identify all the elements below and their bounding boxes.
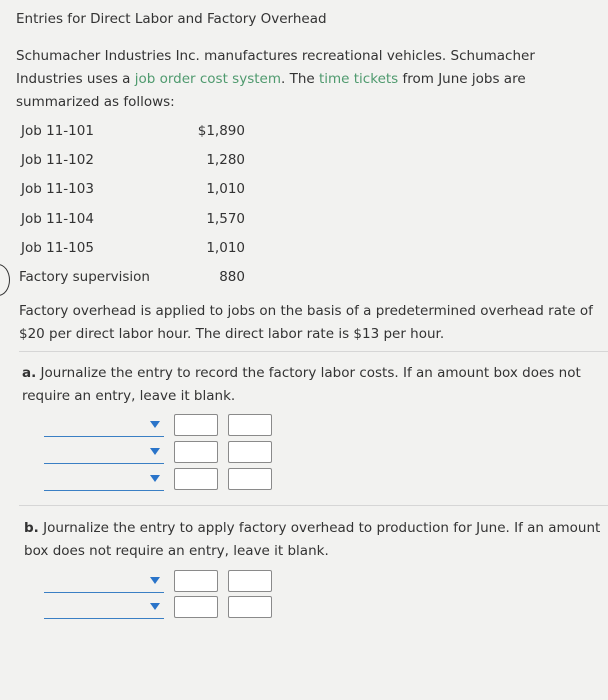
debit-amount-input[interactable] [174,441,218,463]
job-name: Job 11-103 [21,181,94,198]
question-b-text: Journalize the entry to apply factory overhead to production for June. If an amount box does not require an entry, leave it blank. [24,520,601,559]
credit-amount-input[interactable] [228,468,272,490]
job-name: Job 11-105 [21,239,94,256]
credit-amount-input[interactable] [228,441,272,463]
job-name: Job 11-102 [21,152,94,169]
question-a-text: Journalize the entry to record the factory labor costs. If an amount box does not require an entry, leave it blank. [22,365,581,404]
page-edge-marker [0,264,10,296]
account-select[interactable] [44,570,164,593]
dropdown-caret-icon [150,603,160,610]
problem-intro [16,45,576,114]
question-a [22,362,602,408]
intro-text-3: from June jobs are summarized as follows: [16,71,526,110]
job-name: Job 11-101 [21,123,94,139]
debit-amount-input[interactable] [174,570,218,592]
question-b-label: b. [24,520,39,536]
job-name: Job 11-104 [21,210,94,227]
account-select[interactable] [44,441,164,464]
credit-amount-input[interactable] [228,570,272,592]
dropdown-caret-icon [150,577,160,584]
question-a-label: a. [22,365,37,381]
debit-amount-input[interactable] [174,596,218,618]
time-tickets-link[interactable]: time tickets [318,71,399,87]
account-select[interactable] [44,596,164,619]
dropdown-caret-icon [150,421,160,428]
divider [19,351,608,352]
job-name: Factory supervision [19,268,150,285]
divider [19,505,608,506]
job-amount: 1,010 [206,181,245,198]
question-b [24,517,608,563]
intro-text-2: . The [280,71,319,87]
job-amount: 880 [219,268,245,285]
dropdown-caret-icon [150,448,160,455]
dropdown-caret-icon [150,475,160,482]
job-amount: 1,570 [206,210,245,227]
account-select[interactable] [44,414,164,437]
debit-amount-input[interactable] [174,468,218,490]
job-amount: 1,280 [206,152,245,169]
job-amount: 1,010 [206,239,245,256]
credit-amount-input[interactable] [228,414,272,436]
credit-amount-input[interactable] [228,596,272,618]
overhead-rate-text: Factory overhead is applied to jobs on the basis of a predetermined overhead rate of $20 per direct labor hour. The direct labor rate is $13 per hour. [19,303,593,342]
job-amount: $1,890 [197,123,245,139]
intro-text-1: Schumacher Industries Inc. manufactures recreational vehicles. Schumacher Industries uses a [16,48,535,87]
debit-amount-input[interactable] [174,414,218,436]
account-select[interactable] [44,468,164,491]
job-order-cost-system-link[interactable]: job order cost system [134,71,281,87]
page-title: Entries for Direct Labor and Factory Overhead [16,11,327,27]
